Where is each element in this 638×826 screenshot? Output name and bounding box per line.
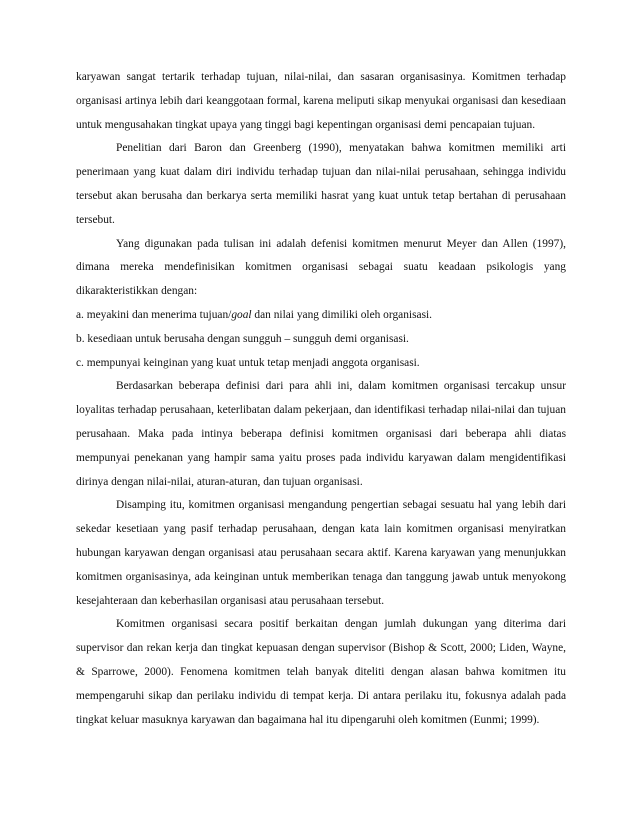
list-item-b: b. kesediaan untuk berusaha dengan sungguh – sungguh demi organisasi. bbox=[76, 332, 409, 345]
paragraph-positive-commitment: Komitmen organisasi secara positif berkaitan dengan jumlah dukungan yang diterima dari supervisor dan rekan kerja dan tingkat kepuasan dengan supervisor (Bishop & Scott, 2000; Liden, Wayne, & Sparrowe, 2000). Fenomena komitmen telah banyak diteliti dengan alasan bahwa komitmen itu mempengaruhi sikap dan perilaku individu di tempat kerja. Di antara perilaku itu, fokusnya adalah pada tingkat keluar masuknya karyawan dan bagaimana hal itu dipengaruhi oleh komitmen (Eunmi; 1999). bbox=[76, 618, 566, 726]
list-item-c: c. mempunyai keinginan yang kuat untuk tetap menjadi anggota organisasi. bbox=[76, 356, 420, 369]
list-item-a-goal-italic: goal bbox=[231, 308, 252, 321]
paragraph-active-commitment: Disamping itu, komitmen organisasi mengandung pengertian sebagai sesuatu hal yang lebih dari sekedar kesetiaan yang pasif terhadap perusahaan, dengan kata lain komitmen organisasi menyiratkan hubungan karyawan dengan organisasi atau perusahaan secara aktif. Karena karyawan yang menunjukkan komitmen organisasinya, ada keinginan untuk memberikan tenaga dan tanggung jawab untuk menyokong kesejahteraan dan keberhasilan organisasi atau perusahaan tersebut. bbox=[76, 499, 566, 607]
list-item-a-text: a. meyakini dan menerima tujuan/ bbox=[76, 308, 232, 321]
paragraph-meyer-allen: Yang digunakan pada tulisan ini adalah defenisi komitmen menurut Meyer dan Allen (1997), dimana mereka mendefinisikan komitmen organisasi sebagai suatu keadaan psikologis yang dikarakteristikkan dengan: bbox=[76, 237, 566, 298]
list-item-a-text-end: dan nilai yang dimiliki oleh organisasi. bbox=[251, 308, 433, 321]
paragraph-definitions-summary: Berdasarkan beberapa definisi dari para ahli ini, dalam komitmen organisasi tercakup unsur loyalitas terhadap perusahaan, keterlibatan dalam pekerjaan, dan identifikasi terhadap nilai-nilai dan tujuan perusahaan. Maka pada intinya beberapa definisi komitmen organisasi dari beberapa ahli diatas mempunyai penekanan yang hampir sama yaitu proses pada individu karyawan dalam mengidentifikasi dirinya dengan nilai-nilai, aturan-aturan, dan tujuan organisasi. bbox=[76, 380, 566, 488]
document-page bbox=[76, 66, 566, 732]
list-item-a bbox=[76, 304, 566, 328]
paragraph-commitment-intro: karyawan sangat tertarik terhadap tujuan, nilai-nilai, dan sasaran organisasinya. Komitmen terhadap organisasi artinya lebih dari keanggotaan formal, karena meliputi sikap menyukai organisasi dan kesediaan untuk mengusahakan tingkat upaya yang tinggi bagi kepentingan organisasi demi pencapaian tujuan. bbox=[76, 71, 566, 131]
paragraph-baron-greenberg: Penelitian dari Baron dan Greenberg (1990), menyatakan bahwa komitmen memiliki arti penerimaan yang kuat dalam diri individu terhadap tujuan dan nilai-nilai perusahaan, sehingga individu tersebut akan berusaha dan berkarya serta memiliki hasrat yang kuat untuk tetap bertahan di perusahaan tersebut. bbox=[76, 142, 566, 226]
